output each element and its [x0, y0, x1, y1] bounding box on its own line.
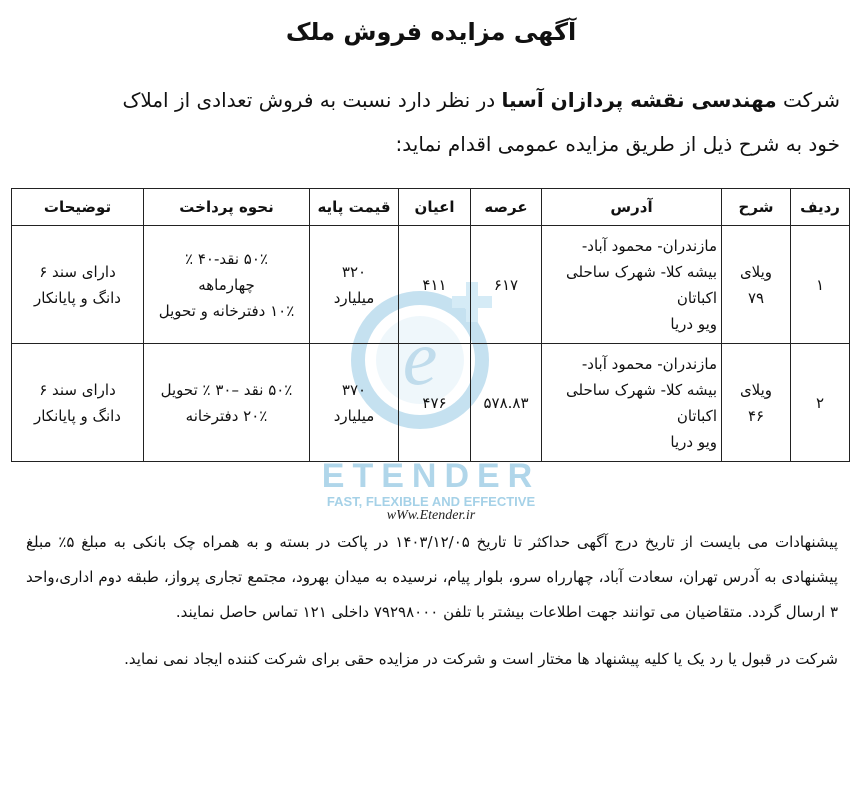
intro-line-2: خود به شرح ذیل از طریق مزایده عمومی اقدام نماید: — [395, 132, 840, 156]
price-line: ۳۷۰ — [341, 380, 367, 399]
intro-line-1 — [20, 78, 840, 122]
cell-land-area: ۵۷۸.۸۳ — [471, 344, 542, 462]
address-line: اکباتان — [676, 406, 717, 425]
table-row — [12, 344, 850, 462]
page-title: آگهی مزایده فروش ملک — [285, 18, 577, 46]
company-name: مهندسی نقشه پردازان آسیا — [501, 88, 777, 112]
intro-line-1-rest: در نظر دارد نسبت به فروش تعدادی از املاک — [122, 88, 502, 112]
cell-description — [722, 226, 791, 344]
footer-text — [26, 525, 838, 689]
watermark-brand: ETENDER — [321, 457, 541, 495]
address-line: ویو دریا — [670, 432, 717, 451]
table-header-row — [12, 189, 850, 226]
notes-line: دارای سند ۶ — [39, 262, 116, 281]
cell-building-area: ۴۱۱ — [399, 226, 471, 344]
header-land-area: عرصه — [471, 189, 542, 226]
header-notes: توضیحات — [12, 189, 144, 226]
payment-line: ۲۰٪ دفترخانه — [185, 406, 268, 425]
cell-building-area: ۴۷۶ — [399, 344, 471, 462]
description-line: ویلای — [739, 262, 773, 281]
svg-text:e: e — [402, 314, 438, 401]
header-base-price: قیمت پایه — [310, 189, 399, 226]
price-line: میلیارد — [333, 406, 375, 425]
header-payment-method: نحوه پرداخت — [144, 189, 310, 226]
table-row — [12, 226, 850, 344]
cell-row-no: ۱ — [791, 226, 850, 344]
address-line: بیشه کلا- شهرک ساحلی — [566, 262, 717, 281]
notes-line: دارای سند ۶ — [39, 380, 116, 399]
notes-line: دانگ و پایانکار — [34, 406, 121, 425]
cell-address — [542, 226, 722, 344]
intro-prefix: شرکت — [776, 88, 840, 112]
header-address: آدرس — [542, 189, 722, 226]
address-line: مازندران- محمود آباد- — [581, 354, 717, 373]
header-description: شرح — [722, 189, 791, 226]
cell-land-area: ۶۱۷ — [471, 226, 542, 344]
cell-base-price — [310, 226, 399, 344]
cell-payment-method — [144, 344, 310, 462]
payment-line: چهارماهه — [198, 275, 255, 294]
payment-line: ۱۰٪ دفترخانه و تحویل — [158, 301, 295, 320]
cell-address — [542, 344, 722, 462]
header-row-no: ردیف — [791, 189, 850, 226]
payment-line: ۵۰٪ نقد-۴۰ ٪ — [185, 249, 268, 268]
address-line: مازندران- محمود آباد- — [581, 236, 717, 255]
address-line: اکباتان — [676, 288, 717, 307]
cell-base-price — [310, 344, 399, 462]
cell-notes — [12, 344, 144, 462]
description-line: ۷۹ — [747, 288, 765, 307]
intro-text — [20, 78, 840, 166]
header-building-area: اعیان — [399, 189, 471, 226]
watermark-slogan: FAST, FLEXIBLE AND EFFECTIVE — [326, 494, 536, 509]
price-line: ۳۲۰ — [341, 262, 367, 281]
properties-table — [11, 188, 850, 462]
cell-notes — [12, 226, 144, 344]
price-line: میلیارد — [333, 288, 375, 307]
cell-row-no: ۲ — [791, 344, 850, 462]
description-line: ۴۶ — [747, 406, 765, 425]
watermark-url[interactable]: wWw.Etender.ir — [386, 508, 476, 523]
cell-description — [722, 344, 791, 462]
footer-paragraph-disclaimer: شرکت در قبول یا رد یک یا کلیه پیشنهاد ها مختار است و شرکت در مزایده حقی برای شرکت کننده ایجاد نمی نماید. — [124, 650, 838, 668]
address-line: ویو دریا — [670, 314, 717, 333]
cell-payment-method — [144, 226, 310, 344]
payment-line: ۵۰٪ نقد –۳۰ ٪ تحویل — [160, 380, 293, 399]
address-line: بیشه کلا- شهرک ساحلی — [566, 380, 717, 399]
notes-line: دانگ و پایانکار — [34, 288, 121, 307]
description-line: ویلای — [739, 380, 773, 399]
footer-paragraph-submission: پیشنهادات می بایست از تاریخ درج آگهی حداکثر تا تاریخ ۱۴۰۳/۱۲/۰۵ در پاکت در بسته و به همراه چک بانکی به مبلغ ۵٪ مبلغ پیشنهادی به آدرس تهران، سعادت آباد، چهارراه سرو، بلوار پیام، نرسیده به میدان بهرود، مجتمع تجاری پرواز، طبقه دوم اداری،واحد ۳ ارسال گردد. متقاضیان می توانند جهت اطلاعات بیشتر با تلفن ۷۹۲۹۸۰۰۰ داخلی ۱۲۱ تماس حاصل نمایند. — [26, 533, 839, 621]
